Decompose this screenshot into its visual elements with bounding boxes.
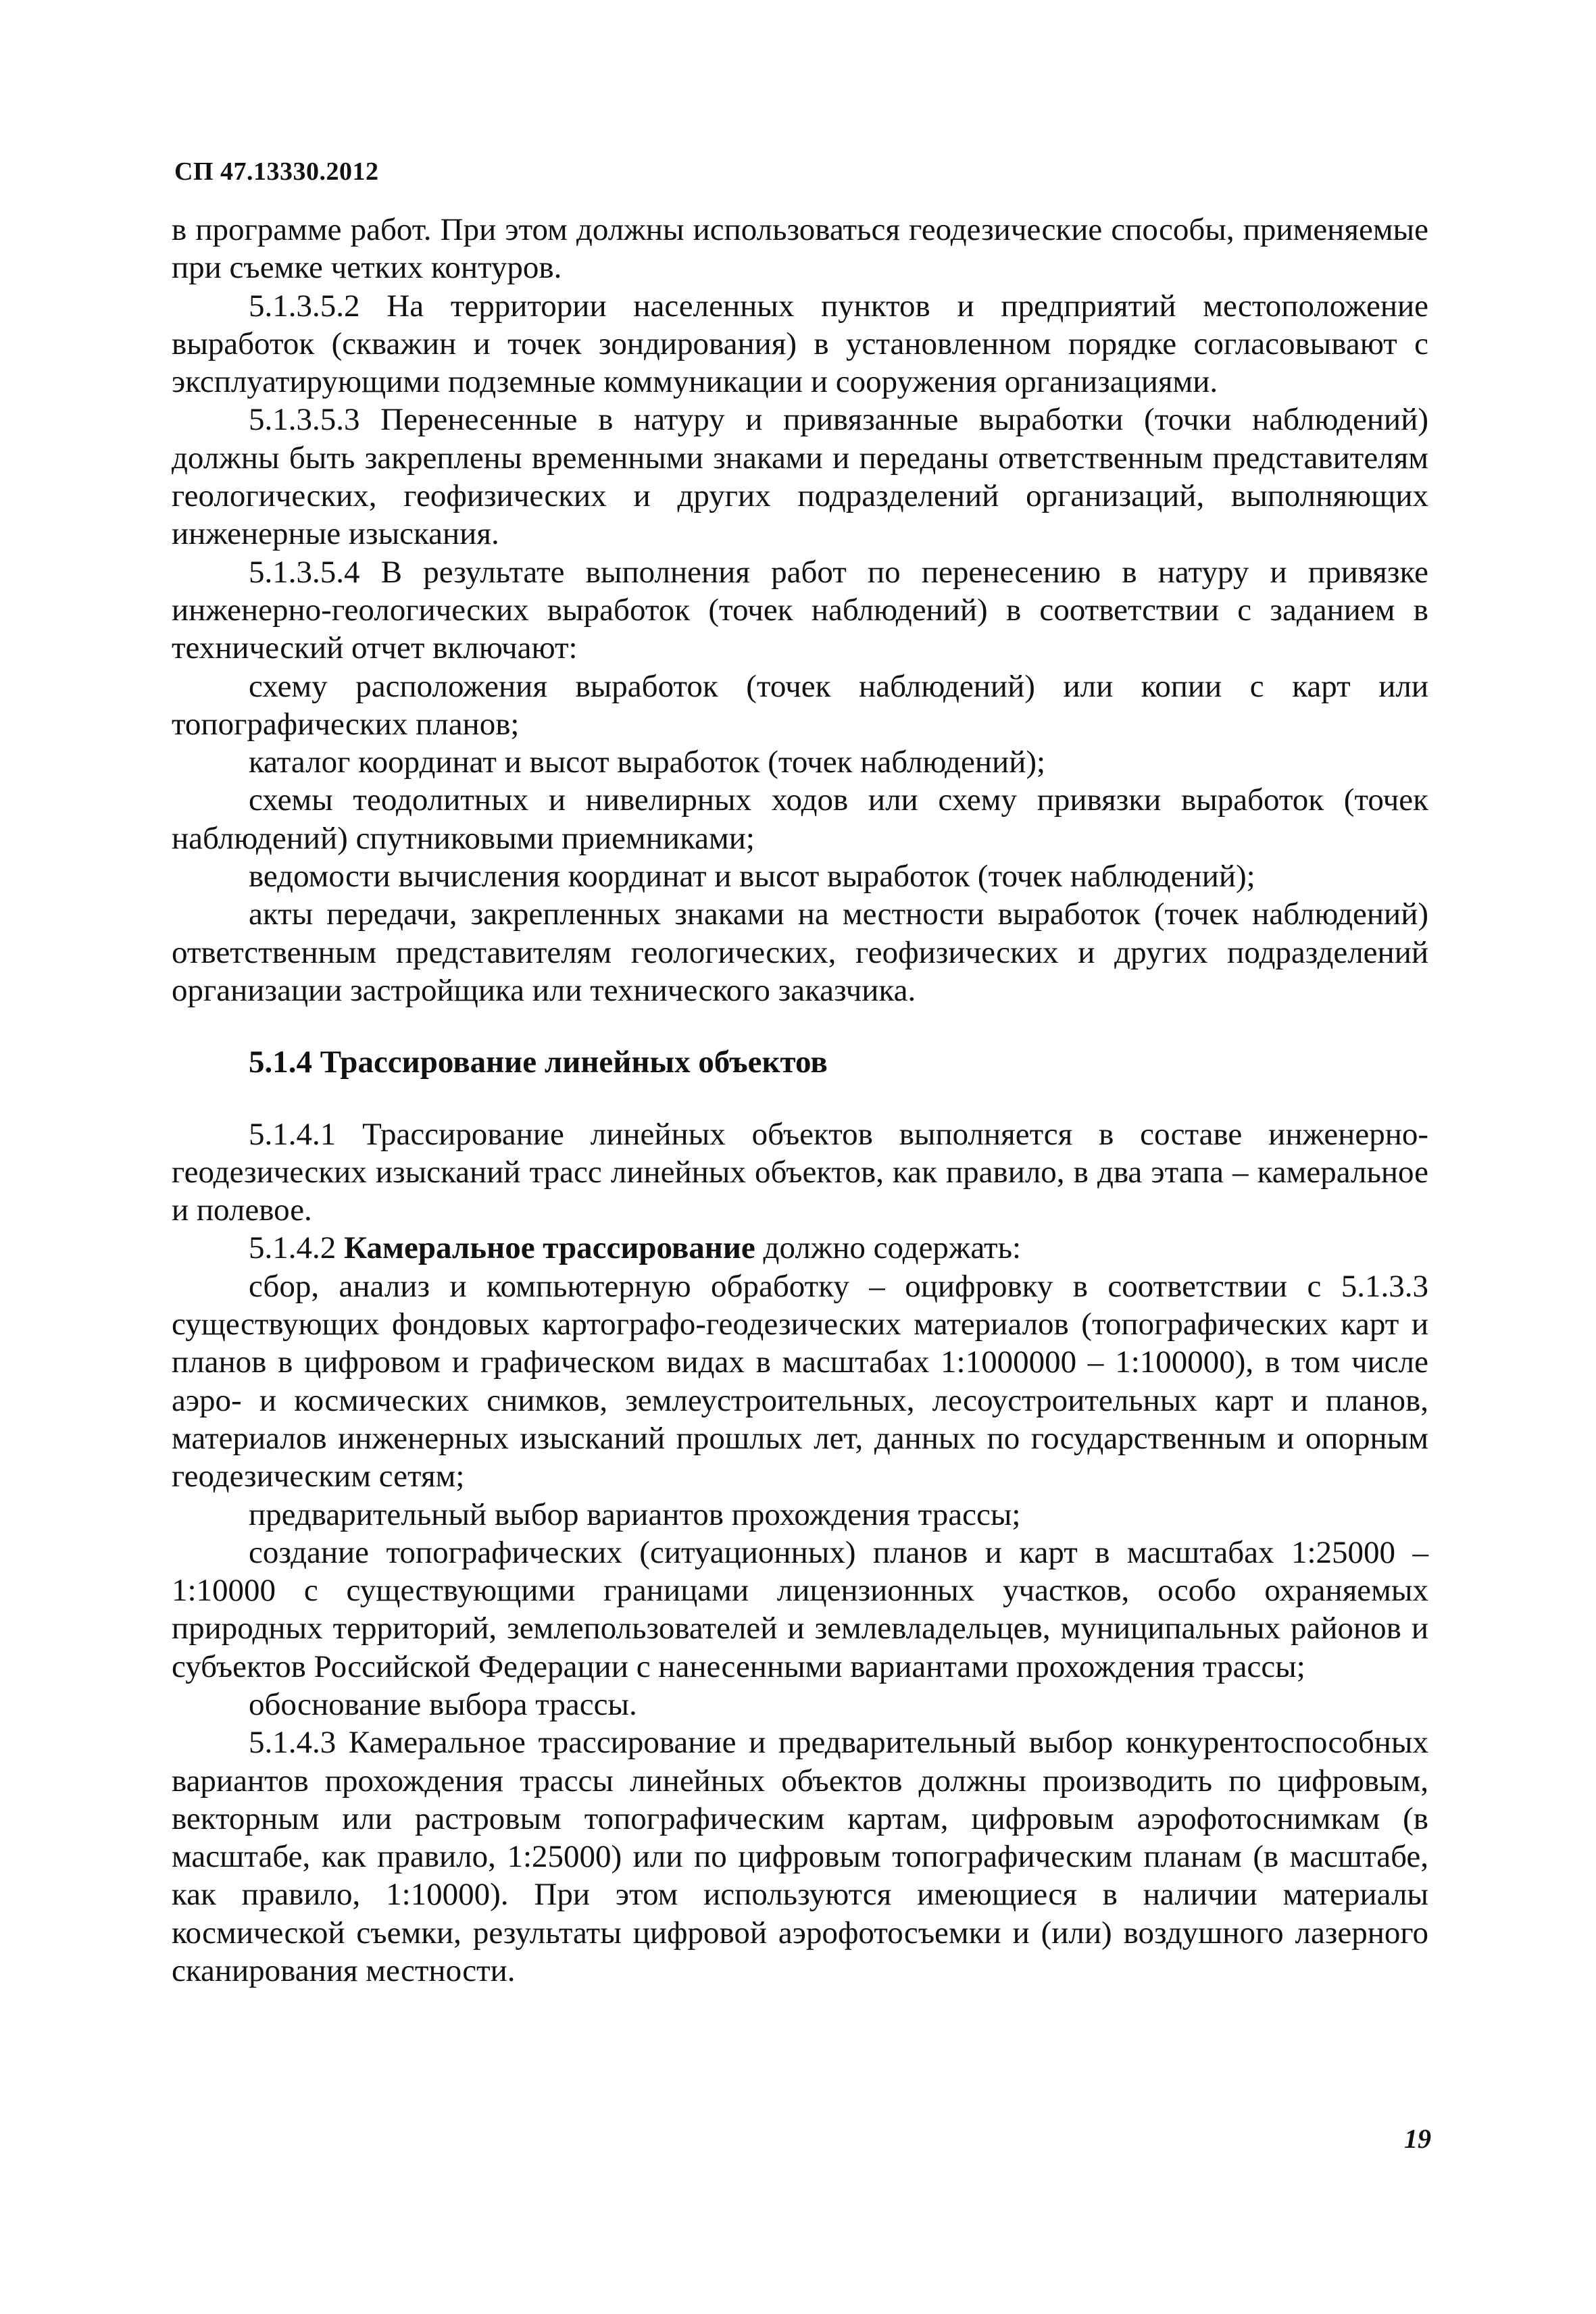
list-item-traverse-schemes: схемы теодолитных и нивелирных ходов или схему привязки выработок (точек наблюдений) спутниковыми приемниками; bbox=[172, 782, 1428, 856]
document-code-header: СП 47.13330.2012 bbox=[174, 157, 379, 186]
paragraph-5-1-3-5-4: 5.1.3.5.4 В результате выполнения работ по перенесению в натуру и привязке инженерно-геологических выработок (точек наблюдений) в соответствии с заданием в технический отчет включают: bbox=[172, 554, 1428, 666]
list-item-catalog: каталог координат и высот выработок (точек наблюдений); bbox=[249, 745, 1046, 780]
paragraph-5-1-4-2 bbox=[172, 1229, 1428, 1267]
paragraph-continuation: в программе работ. При этом должны использоваться геодезические способы, применяемые при съемке четких контуров. bbox=[172, 212, 1428, 286]
list-item-statements: ведомости вычисления координат и высот выработок (точек наблюдений); bbox=[249, 859, 1255, 895]
list-item-plan-creation: создание топографических (ситуационных) планов и карт в масштабах 1:25000 – 1:10000 с существующими границами лицензионных участков, особо охраняемых природных территорий, землепользователей и землевладельцев, муниципальных районов и субъектов Российской Федерации с нанесенными вариантами прохождения трассы; bbox=[172, 1534, 1428, 1684]
paragraph-5-1-3-5-3: 5.1.3.5.3 Перенесенные в натуру и привязанные выработки (точки наблюдений) должны быть закреплены временными знаками и переданы ответственным представителям геологических, геофизических и других подразделений организаций, выполняющих инженерные изыскания. bbox=[172, 402, 1428, 552]
paragraph-5-1-4-1: 5.1.4.1 Трассирование линейных объектов выполняется в составе инженерно-геодезических изысканий трасс линейных объектов, как правило, в два этапа – камеральное и полевое. bbox=[172, 1116, 1428, 1228]
document-body bbox=[172, 211, 1428, 1990]
section-heading-5-1-4: 5.1.4 Трассирование линейных объектов bbox=[249, 1045, 828, 1080]
list-item-transfer-acts: акты передачи, закрепленных знаками на местности выработок (точек наблюдений) ответственным представителям геологических, геофизических и других подразделений организации застройщика или технического заказчика. bbox=[172, 897, 1428, 1008]
paragraph-5-1-4-3: 5.1.4.3 Камеральное трассирование и предварительный выбор конкурентоспособных вариантов прохождения трассы линейных объектов должны производить по цифровым, векторным или растровым топографическим картам, цифровым аэрофотоснимкам (в масштабе, как правило, 1:25000) или по цифровым топографическим планам (в масштабе, как правило, 1:10000). При этом используются имеющиеся в наличии материалы космической съемки, результаты цифровой аэрофотосъемки и (или) воздушного лазерного сканирования местности. bbox=[172, 1725, 1428, 1989]
list-item-justification: обоснование выбора трассы. bbox=[249, 1686, 637, 1722]
bold-term: Камеральное трассирование bbox=[344, 1230, 755, 1266]
paragraph-5-1-3-5-2: 5.1.3.5.2 На территории населенных пунктов и предприятий местоположение выработок (скважин и точек зондирования) в установленном порядке согласовывают с эксплуатирующими подземные коммуникации и сооружения организациями. bbox=[172, 288, 1428, 400]
list-item-collection: сбор, анализ и компьютерную обработку – оцифровку в соответствии с 5.1.3.3 существующих фондовых картографо-геодезических материалов (топографических карт и планов в цифровом и графическом видах в масштабах 1:1000000 – 1:100000), в том числе аэро- и космических снимков, землеустроительных, лесоустроительных карт и планов, материалов инженерных изысканий прошлых лет, данных по государственным и опорным геодезическим сетям; bbox=[172, 1268, 1428, 1494]
list-item-preliminary-choice: предварительный выбор вариантов прохождения трассы; bbox=[249, 1496, 1021, 1532]
paragraph-number: 5.1.4.2 bbox=[249, 1230, 344, 1266]
list-item-scheme: схему расположения выработок (точек наблюдений) или копии с карт или топографических планов; bbox=[172, 668, 1428, 742]
paragraph-rest: должно содержать: bbox=[755, 1230, 1022, 1266]
page-number: 19 bbox=[1404, 2123, 1431, 2154]
